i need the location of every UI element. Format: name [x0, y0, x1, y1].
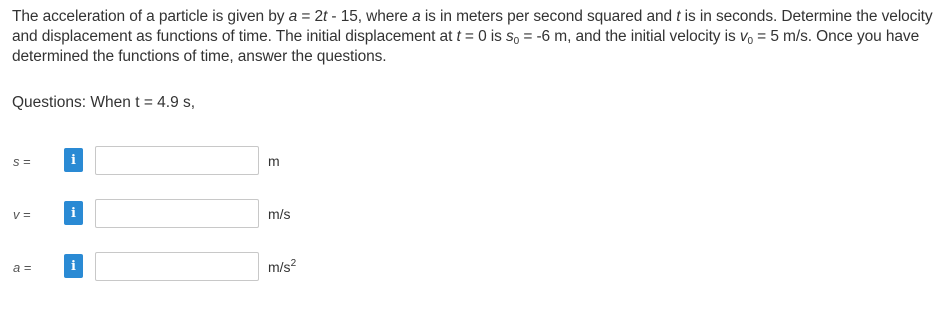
- variable-s: s: [506, 28, 514, 45]
- answer-label: [13, 260, 57, 275]
- unit-text: m/s: [268, 206, 291, 222]
- unit-text: m/s: [268, 259, 291, 275]
- variable-t: t: [323, 8, 328, 25]
- unit-label: [268, 259, 296, 275]
- problem-text: = 2: [297, 8, 323, 25]
- answer-row-a: [0, 252, 949, 286]
- problem-text: = 5 m/s. Once you have determined the functions of time, answer the questions.: [12, 28, 920, 65]
- answer-label: [13, 207, 57, 222]
- info-icon-glyph: i: [71, 205, 76, 221]
- questions-prompt: [12, 93, 195, 113]
- answer-input-a[interactable]: [95, 252, 259, 281]
- info-icon-glyph: i: [71, 258, 76, 274]
- answer-input-v[interactable]: [95, 199, 259, 228]
- questions-prefix: Questions: When: [12, 94, 136, 111]
- variable-a: a: [13, 260, 21, 275]
- problem-text: = -6 m, and the initial velocity is: [519, 28, 740, 45]
- variable-v: v: [13, 207, 20, 222]
- unit-text: m: [268, 153, 280, 169]
- subscript: 0: [747, 36, 753, 47]
- answer-row-s: [0, 146, 949, 180]
- equals-sign: =: [19, 154, 31, 169]
- equals-sign: =: [20, 260, 32, 275]
- subscript: 0: [513, 36, 520, 47]
- questions-suffix: = 4.9 s,: [139, 94, 196, 111]
- answer-input-s[interactable]: [95, 146, 259, 175]
- info-icon[interactable]: [64, 201, 83, 225]
- problem-text: = 0 is: [460, 28, 506, 45]
- variable-a: a: [288, 8, 298, 25]
- variable-s: s: [13, 154, 20, 169]
- variable-v: v: [739, 28, 748, 45]
- variable-t: t: [676, 8, 681, 25]
- problem-text: is in seconds. Determine the velocity and displacement as functions of time. The initial displacement at: [12, 8, 933, 45]
- unit-label: [268, 206, 291, 222]
- unit-label: [268, 153, 280, 169]
- problem-text: The acceleration of a particle is given by: [12, 8, 289, 25]
- equals-sign: =: [19, 207, 31, 222]
- variable-t: t: [135, 94, 140, 111]
- answer-label: [13, 154, 57, 169]
- problem-text: - 15, where: [327, 8, 413, 25]
- variable-t: t: [456, 28, 461, 45]
- info-icon[interactable]: [64, 148, 83, 172]
- variable-a: a: [412, 8, 421, 25]
- problem-statement: [12, 7, 942, 67]
- info-icon-glyph: i: [71, 152, 76, 168]
- unit-exponent: 2: [290, 258, 297, 269]
- info-icon[interactable]: [64, 254, 83, 278]
- answer-row-v: [0, 199, 949, 233]
- problem-text: is in meters per second squared and: [420, 8, 677, 25]
